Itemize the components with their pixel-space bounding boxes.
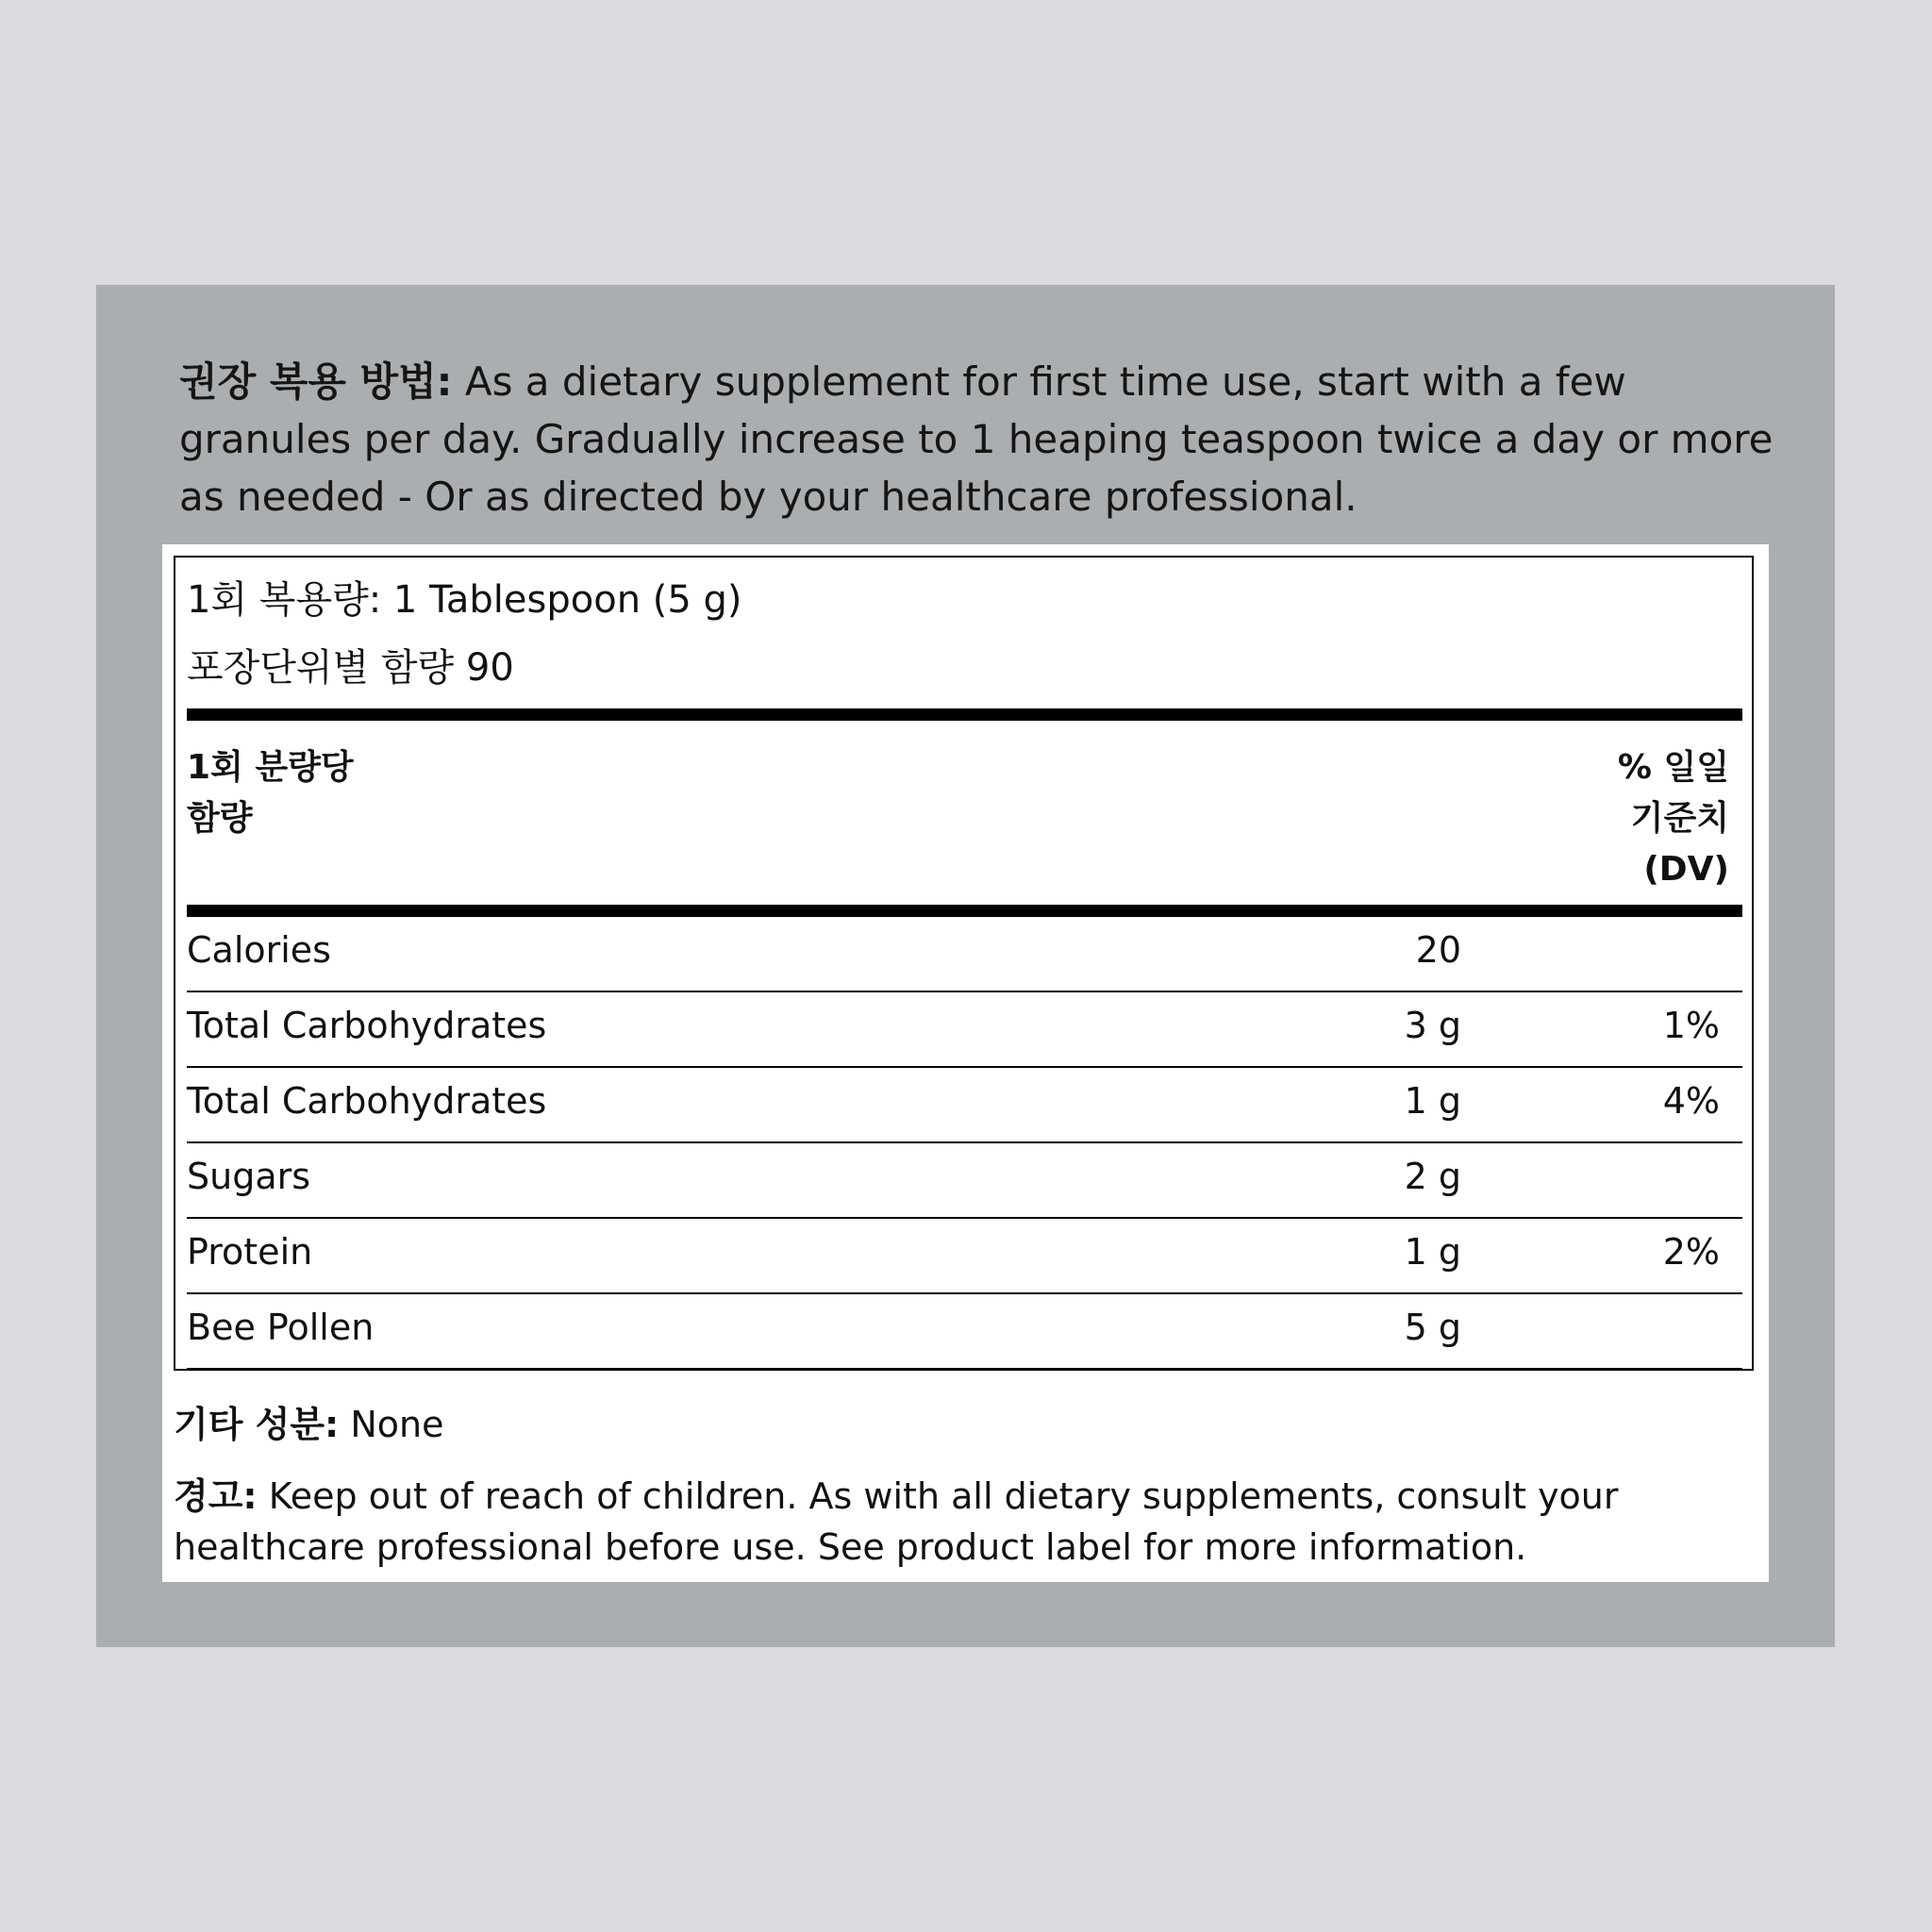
directions-text	[179, 353, 1774, 525]
dv-header-line2: 기준치	[1630, 799, 1729, 838]
daily-value-header	[1618, 742, 1729, 895]
nutrient-amount: 1 g	[1404, 1080, 1461, 1122]
nutrient-name: Total Carbohydrates	[187, 1080, 547, 1122]
divider-thick-header	[187, 905, 1742, 917]
nutrient-name: Bee Pollen	[187, 1307, 375, 1348]
nutrient-name: Calories	[187, 929, 331, 971]
warning-text	[174, 1471, 1730, 1573]
nutrient-dv: 4%	[1662, 1080, 1720, 1122]
serving-size: 1회 복용량: 1 Tablespoon (5 g)	[187, 578, 742, 622]
supplement-facts-card	[162, 544, 1769, 1582]
dv-header-line3: (DV)	[1643, 850, 1729, 889]
amount-header-line2: 함량	[187, 799, 253, 838]
warning-label: 경고:	[174, 1475, 258, 1517]
nutrient-name: Total Carbohydrates	[187, 1005, 547, 1046]
table-row	[187, 917, 1742, 992]
nutrient-dv: 1%	[1662, 1005, 1720, 1046]
nutrient-dv: 2%	[1662, 1231, 1720, 1273]
directions-body: As a dietary supplement for first time use, start with a few granules per day. Gradually increase to 1 heaping teaspoon twice a day or more as needed - Or as directed by your healthcare professional.	[179, 358, 1774, 520]
nutrient-amount: 1 g	[1404, 1231, 1461, 1273]
table-row	[187, 1068, 1742, 1143]
nutrient-amount: 5 g	[1404, 1307, 1461, 1348]
amount-per-serving-header	[187, 742, 354, 844]
label-panel	[96, 285, 1835, 1647]
nutrient-amount: 3 g	[1404, 1005, 1461, 1046]
other-ingredients-value: None	[339, 1404, 444, 1445]
warning-body: Keep out of reach of children. As with all dietary supplements, consult your healthcare professional before use. See product label for more information.	[174, 1475, 1619, 1568]
table-row	[187, 1294, 1742, 1370]
nutrient-rows	[187, 917, 1742, 1370]
nutrient-name: Protein	[187, 1231, 313, 1273]
nutrient-amount: 20	[1415, 929, 1461, 971]
servings-per-container: 포장단위별 함량 90	[187, 646, 514, 690]
nutrient-name: Sugars	[187, 1156, 311, 1197]
directions-label: 권장 복용 방법:	[179, 358, 453, 405]
amount-header-line1: 1회 분량당	[187, 748, 354, 787]
other-ingredients	[174, 1399, 443, 1450]
nutrient-amount: 2 g	[1404, 1156, 1461, 1197]
divider-thick-top	[187, 708, 1742, 721]
other-ingredients-label: 기타 성분:	[174, 1404, 340, 1445]
dv-header-line1: % 일일	[1617, 748, 1729, 787]
table-row	[187, 992, 1742, 1068]
table-row	[187, 1143, 1742, 1219]
supplement-facts-table	[174, 556, 1754, 1371]
table-row	[187, 1219, 1742, 1294]
